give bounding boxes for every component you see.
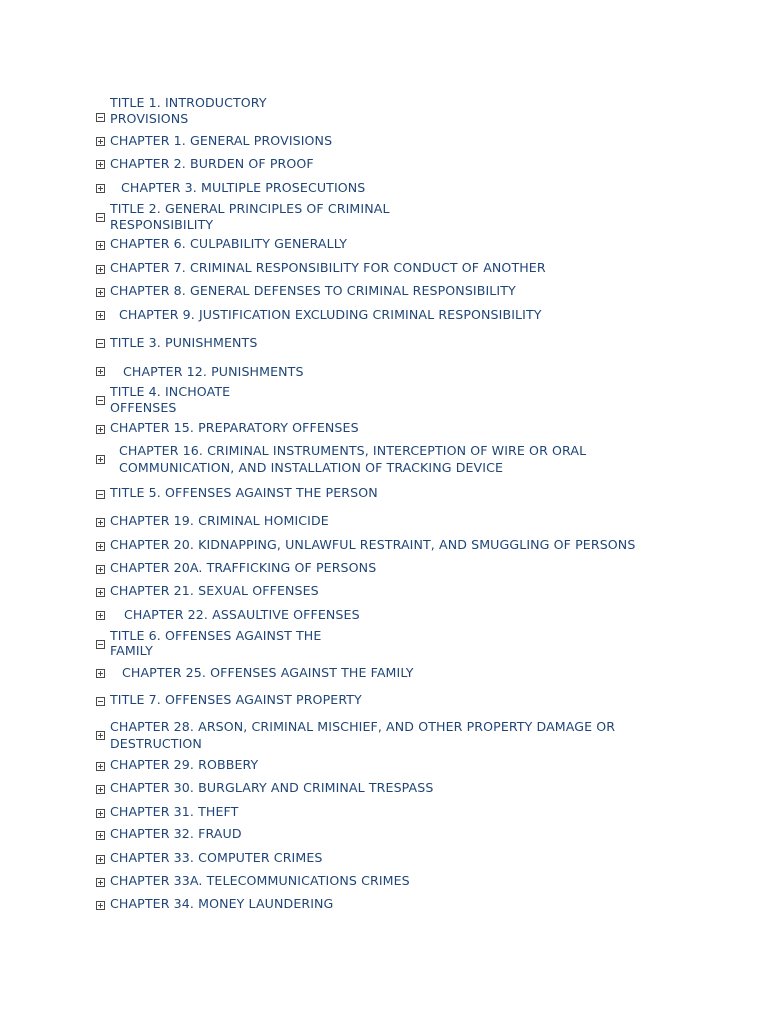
expand-toggle-icon[interactable]: [96, 785, 105, 794]
expand-toggle-icon[interactable]: [96, 288, 105, 297]
toc-title-label[interactable]: TITLE 6. OFFENSES AGAINST THE FAMILY: [110, 628, 322, 658]
expand-toggle-icon[interactable]: [96, 184, 105, 193]
expand-toggle-icon[interactable]: [96, 878, 105, 887]
toc-chapter-label[interactable]: CHAPTER 29. ROBBERY: [110, 757, 259, 772]
collapse-toggle-icon[interactable]: [96, 697, 105, 706]
toc-title-label[interactable]: TITLE 7. OFFENSES AGAINST PROPERTY: [110, 692, 362, 707]
toc-chapter-label[interactable]: CHAPTER 20. KIDNAPPING, UNLAWFUL RESTRAINT, AND SMUGGLING OF PERSONS: [110, 537, 636, 552]
toc-chapter-label[interactable]: CHAPTER 22. ASSAULTIVE OFFENSES: [124, 607, 360, 622]
expand-toggle-icon[interactable]: [96, 809, 105, 818]
expand-toggle-icon[interactable]: [96, 160, 105, 169]
expand-toggle-icon[interactable]: [96, 518, 105, 527]
collapse-toggle-icon[interactable]: [96, 640, 105, 649]
toc-chapter-label[interactable]: CHAPTER 25. OFFENSES AGAINST THE FAMILY: [122, 665, 414, 680]
expand-toggle-icon[interactable]: [96, 901, 105, 910]
expand-toggle-icon[interactable]: [96, 731, 105, 740]
expand-toggle-icon[interactable]: [96, 311, 105, 320]
toc-chapter-label[interactable]: CHAPTER 3. MULTIPLE PROSECUTIONS: [121, 180, 366, 195]
expand-toggle-icon[interactable]: [96, 137, 105, 146]
toc-title-label[interactable]: TITLE 5. OFFENSES AGAINST THE PERSON: [110, 485, 378, 500]
toc-title-label[interactable]: TITLE 3. PUNISHMENTS: [110, 335, 258, 350]
toc-chapter-label[interactable]: CHAPTER 8. GENERAL DEFENSES TO CRIMINAL RESPONSIBILITY: [110, 283, 516, 298]
expand-toggle-icon[interactable]: [96, 762, 105, 771]
toc-chapter-label[interactable]: CHAPTER 28. ARSON, CRIMINAL MISCHIEF, AND OTHER PROPERTY DAMAGE OR DESTRUCTION: [110, 719, 616, 751]
toc-chapter-label[interactable]: CHAPTER 33A. TELECOMMUNICATIONS CRIMES: [110, 873, 410, 888]
expand-toggle-icon[interactable]: [96, 611, 105, 620]
toc-chapter-label[interactable]: CHAPTER 6. CULPABILITY GENERALLY: [110, 236, 348, 251]
expand-toggle-icon[interactable]: [96, 241, 105, 250]
collapse-toggle-icon[interactable]: [96, 396, 105, 405]
toc-chapter-label[interactable]: CHAPTER 9. JUSTIFICATION EXCLUDING CRIMINAL RESPONSIBILITY: [119, 307, 542, 322]
toc-title-label[interactable]: TITLE 2. GENERAL PRINCIPLES OF CRIMINAL RESPONSIBILITY: [110, 201, 390, 232]
toc-chapter-label[interactable]: CHAPTER 31. THEFT: [110, 804, 239, 819]
collapse-toggle-icon[interactable]: [96, 339, 105, 348]
collapse-toggle-icon[interactable]: [96, 490, 105, 499]
expand-toggle-icon[interactable]: [96, 588, 105, 597]
toc-chapter-label[interactable]: CHAPTER 15. PREPARATORY OFFENSES: [110, 420, 359, 435]
toc-chapter-label[interactable]: CHAPTER 34. MONEY LAUNDERING: [110, 896, 334, 911]
expand-toggle-icon[interactable]: [96, 425, 105, 434]
expand-toggle-icon[interactable]: [96, 455, 105, 464]
toc-chapter-label[interactable]: CHAPTER 12. PUNISHMENTS: [123, 364, 304, 379]
toc-chapter-label[interactable]: CHAPTER 33. COMPUTER CRIMES: [110, 850, 323, 865]
toc-chapter-label[interactable]: CHAPTER 32. FRAUD: [110, 826, 242, 841]
toc-chapter-label[interactable]: CHAPTER 16. CRIMINAL INSTRUMENTS, INTERCEPTION OF WIRE OR ORAL COMMUNICATION, AND INSTALLATION OF TRACKING DEVICE: [119, 443, 587, 475]
toc-chapter-label[interactable]: CHAPTER 19. CRIMINAL HOMICIDE: [110, 513, 329, 528]
collapse-toggle-icon[interactable]: [96, 213, 105, 222]
toc-title-label[interactable]: TITLE 4. INCHOATE OFFENSES: [110, 384, 231, 415]
expand-toggle-icon[interactable]: [96, 855, 105, 864]
toc-chapter-label[interactable]: CHAPTER 20A. TRAFFICKING OF PERSONS: [110, 560, 377, 575]
toc-chapter-label[interactable]: CHAPTER 30. BURGLARY AND CRIMINAL TRESPASS: [110, 780, 434, 795]
toc-title-label[interactable]: TITLE 1. INTRODUCTORY PROVISIONS: [110, 95, 267, 126]
toc-chapter-label[interactable]: CHAPTER 1. GENERAL PROVISIONS: [110, 133, 333, 148]
toc-chapter-label[interactable]: CHAPTER 7. CRIMINAL RESPONSIBILITY FOR CONDUCT OF ANOTHER: [110, 260, 546, 275]
expand-toggle-icon[interactable]: [96, 565, 105, 574]
expand-toggle-icon[interactable]: [96, 367, 105, 376]
expand-toggle-icon[interactable]: [96, 265, 105, 274]
collapse-toggle-icon[interactable]: [96, 113, 105, 122]
toc-chapter-label[interactable]: CHAPTER 21. SEXUAL OFFENSES: [110, 583, 319, 598]
toc-chapter-label[interactable]: CHAPTER 2. BURDEN OF PROOF: [110, 156, 314, 171]
expand-toggle-icon[interactable]: [96, 831, 105, 840]
expand-toggle-icon[interactable]: [96, 669, 105, 678]
expand-toggle-icon[interactable]: [96, 542, 105, 551]
